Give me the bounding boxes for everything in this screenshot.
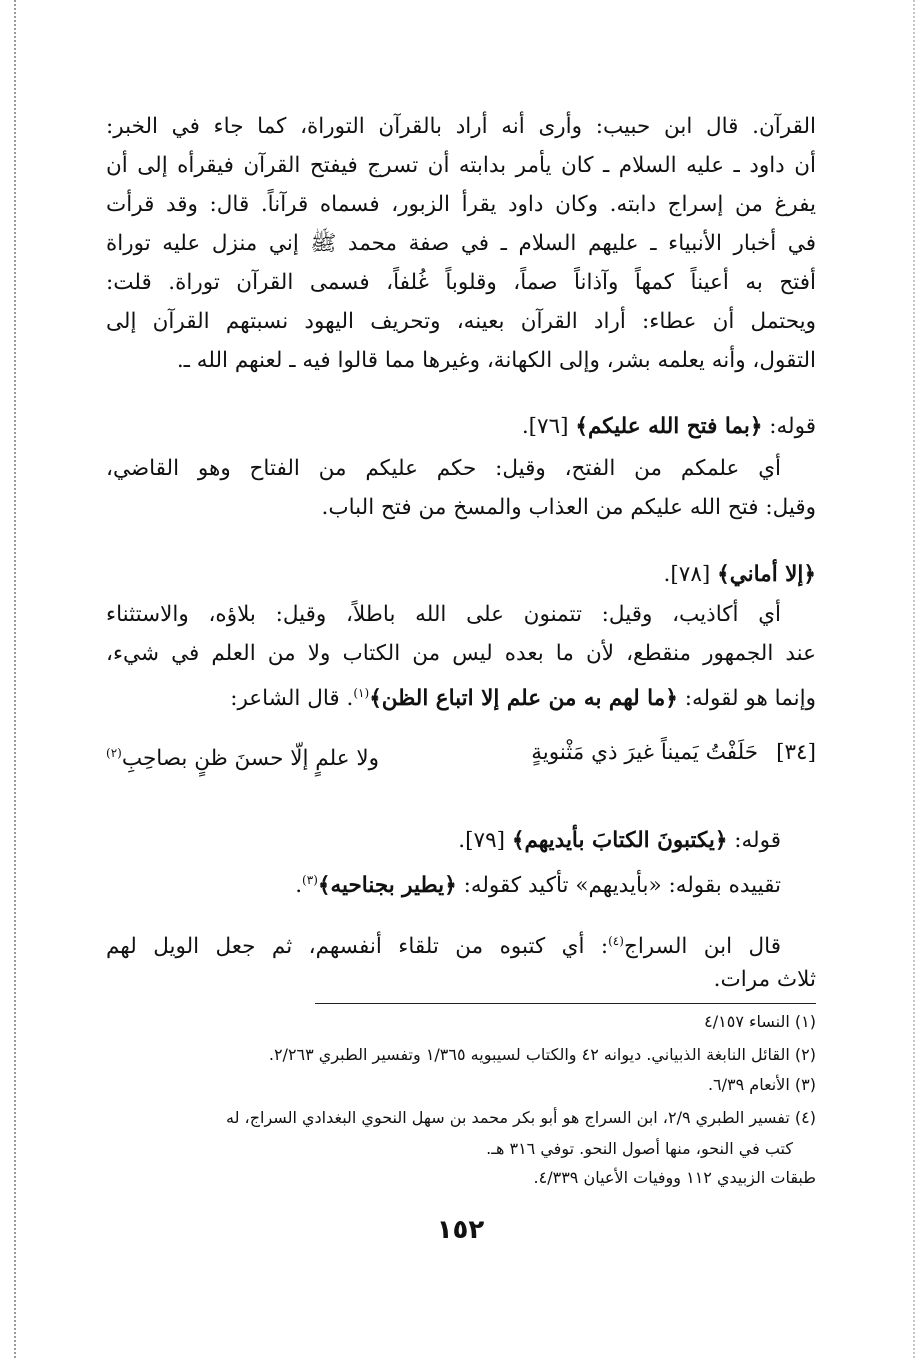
body-line: يفرغ من إسراج دابته. وكان داود يقرأ الزبور، فسماه قرآناً. قال: وقد قرأت [106,192,816,217]
body-line: أن داود ـ عليه السلام ـ كان يأمر بدابته أن تسرج فيفتح القرآن فيقرأه إلى أن [106,153,816,178]
footnote-continuation: كتب في النحو، منها أصول النحو. توفي ٣١٦ هـ. [486,1139,793,1158]
body-line: أفتح به أعيناً كمهاً وآذاناً صماً، وقلوباً غُلفاً، فسمى القرآن توراة. قلت: [106,270,816,295]
footnote: (٣) الأنعام ٦/٣٩. [707,1075,816,1094]
verse-reference: [٧٨]. [663,562,711,587]
poem-hemistich-first: حَلَفْتُ يَميناً غيرَ ذي مَثْنويةٍ [531,740,758,765]
quran-verse: ﴿يكتبونَ الكتابَ بأيديهم﴾ [511,828,728,853]
line-end: . قال الشاعر: [230,686,354,712]
poem-number: [٣٤] [776,740,816,765]
footnote: (١) النساء ٤/١٥٧ [704,1012,816,1031]
footnote-continuation: طبقات الزبيدي ١١٢ ووفيات الأعيان ٤/٣٣٩. [533,1168,816,1187]
body-line-with-quote [106,678,816,712]
body-line: ثلاث مرات. [713,967,816,992]
verse-reference: [٧٦]. [521,414,569,439]
hemistich-text: ولا علمٍ إلّا حسنَ ظنٍ بصاحِبِ [121,746,380,772]
quran-verse: ﴿بما فتح الله عليكم﴾ [575,414,763,439]
footnote-marker: (٤) [608,934,624,948]
footnote: (٢) القائل النابغة الذبياني. ديوانه ٤٢ والكتاب لسيبويه ١/٣٦٥ وتفسير الطبري ٢/٢٦٣. [268,1045,816,1064]
footnote-marker: (٢) [106,746,122,760]
verse-heading-78 [106,560,816,594]
footnote-separator [315,1003,816,1004]
verse-heading-76 [106,412,816,446]
quran-verse: ﴿يطير بجناحيه﴾ [317,873,457,899]
scan-edge-dots-left [14,0,16,1358]
body-line-with-quote [106,865,781,899]
footnote: (٤) تفسير الطبري ٢/٩، ابن السراج هو أبو بكر محمد بن سهل النحوي البغدادي السراج، له [226,1108,816,1127]
body-line: ويحتمل أن عطاء: أراد القرآن بعينه، وتحريف اليهود نسبتهم القرآن إلى [106,309,816,334]
body-line: القرآن. قال ابن حبيب: وأرى أنه أراد بالقرآن التوراة، كما جاء في الخبر: [106,114,816,139]
body-line: أي علمكم من الفتح، وقيل: حكم عليكم من الفتاح وهو القاضي، [106,456,781,481]
body-line: وقيل: فتح الله عليكم من العذاب والمسخ من فتح الباب. [321,495,816,520]
page-number: ١٥٢ [436,1215,485,1245]
line-end: : أي كتبوه من تلقاء أنفسهم، ثم جعل الويل لهم [106,934,609,960]
poem-hemistich-second [106,738,379,774]
body-line: في أخبار الأنبياء ـ عليهم السلام ـ في صفة محمد ﷺ إني منزل عليه توراة [106,231,816,256]
poem-verse [106,738,816,772]
footnote-marker: (١) [353,686,370,700]
body-line: التقول، وأنه يعلمه بشر، وإلى الكهانة، وغيرها مما قالوا فيه ـ لعنهم الله ـ. [176,348,816,373]
line-start: قال ابن السراج [623,934,781,960]
heading-prefix: قوله: [769,414,816,439]
line-start: تقييده بقوله: «بأيديهم» تأكيد كقوله: [463,873,781,899]
quran-verse: ﴿ما لهم به من علم إلا اتباع الظن﴾ [369,686,678,712]
verse-reference: [٧٩]. [458,828,506,853]
scan-edge-dots-right [913,0,915,1358]
footnote-marker: (٣) [302,873,318,887]
heading-prefix: قوله: [734,828,781,853]
line-end: . [295,873,303,899]
body-line: عند الجمهور منقطع، لأن ما بعده ليس من الكتاب ولا من العلم في شيء، [106,641,817,666]
quran-verse: ﴿إلا أماني﴾ [717,562,816,587]
line-start: وإنما هو لقوله: [684,686,816,712]
body-line [106,926,781,960]
verse-heading-79 [106,826,781,860]
body-line: أي أكاذيب، وقيل: تتمنون على الله باطلاً، وقيل: بلاؤه، والاستثناء [106,602,781,627]
